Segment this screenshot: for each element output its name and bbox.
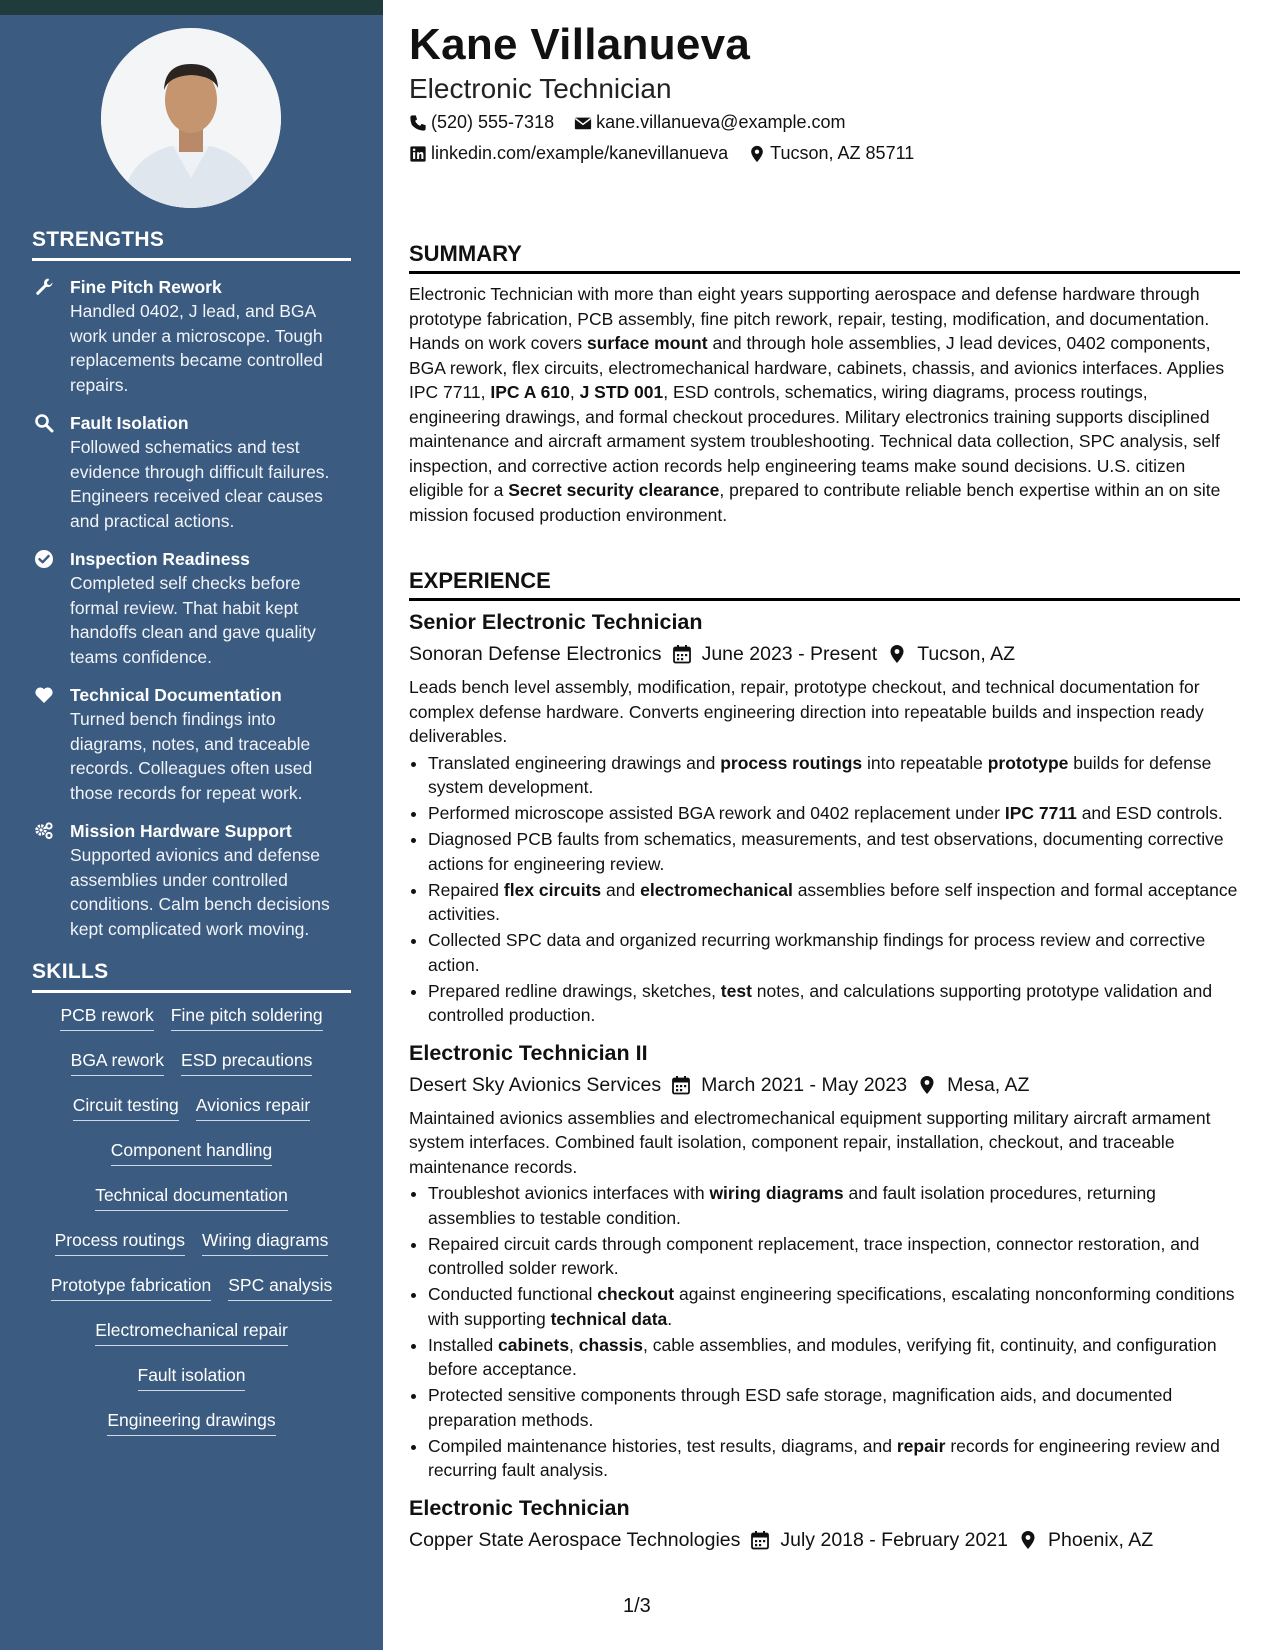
linkedin-icon [409,145,427,163]
summary-section [409,241,1240,527]
wrench-icon [34,277,54,297]
skill-tag: ESD precautions [181,1048,312,1076]
job-company: Sonoran Defense Electronics [409,643,662,665]
check-circle-icon [34,549,54,569]
job-dates: June 2023 - Present [701,643,878,665]
skill-row [32,1093,351,1138]
skill-tag: Avionics repair [196,1093,310,1121]
skill-tag: Circuit testing [73,1093,179,1121]
job-bullet: • Compiled maintenance histories, test results, diagrams, and repair records for engineering review and recurring fault analysis. [428,1434,1240,1483]
job-bullet: • Protected sensitive components through ESD safe storage, magnification aids, and documented preparation methods. [428,1383,1240,1432]
job-bullet: • Repaired circuit cards through component replacement, trace inspection, connector restoration, and controlled solder rework. [428,1232,1240,1281]
skills-section [32,960,351,1453]
portrait-icon [101,28,281,208]
job-bullet: • Conducted functional checkout against engineering specifications, escalating nonconforming conditions with supporting technical data. [428,1282,1240,1331]
job-entry [409,607,1240,1028]
job-location: Mesa, AZ [947,1073,1030,1096]
job-list [409,607,1240,1555]
job-bullet: • Performed microscope assisted BGA rework and 0402 replacement under IPC 7711 and ESD controls. [428,801,1240,826]
contact-row-2 [409,143,914,164]
strengths-heading: STRENGTHS [32,228,351,261]
strength-desc: Completed self checks before formal review. That habit kept handoffs clean and gave quality teams confidence. [70,573,316,667]
job-dates: March 2021 - May 2023 [701,1073,908,1096]
strength-item [32,275,351,397]
phone-icon [409,114,427,132]
skill-tag: Fault isolation [138,1363,246,1391]
job-entry [409,1493,1240,1555]
job-title: Electronic Technician [409,1495,630,1520]
skill-row [32,1228,351,1273]
search-icon [34,413,54,433]
job-company: Desert Sky Avionics Services [409,1073,662,1096]
candidate-name: Kane Villanueva [409,20,751,69]
job-company: Copper State Aerospace Technologies [409,1528,741,1551]
phone-text: (520) 555-7318 [431,112,555,132]
job-title: Electronic Technician II [409,1040,648,1065]
skill-tag: Component handling [111,1138,273,1166]
job-bullet: • Installed cabinets, chassis, cable assemblies, and modules, verifying fit, continuity, and configuration before acceptance. [428,1333,1240,1382]
map-pin-icon [887,644,907,664]
strength-desc: Turned bench findings into diagrams, notes, and traceable records. Colleagues often used those records for repeat work. [70,709,313,803]
job-meta [409,1070,1240,1100]
job-title: Senior Electronic Technician [409,610,703,634]
sidebar-top-bar [0,0,383,15]
job-description: Leads bench level assembly, modification, repair, prototype checkout, and technical documentation for complex defense hardware. Converts engineering direction into repeatable builds and inspection ready deliverables. [409,677,1204,746]
job-meta [409,1525,1240,1555]
strength-item [32,547,351,669]
strength-title: Technical Documentation [70,685,282,705]
job-location: Phoenix, AZ [1048,1528,1154,1551]
sidebar [0,0,383,1650]
job-dates: July 2018 - February 2021 [780,1528,1009,1551]
linkedin-item[interactable] [409,143,728,164]
job-bullet: • Repaired flex circuits and electromechanical assemblies before self inspection and formal acceptance activities. [428,878,1240,927]
map-pin-icon [748,145,766,163]
contact-row-1 [409,112,846,133]
heart-icon [34,685,54,705]
strength-title: Fine Pitch Rework [70,277,222,297]
skill-row [32,1408,351,1453]
summary-text: Electronic Technician with more than eight years supporting aerospace and defense hardware through prototype fabrication, PCB assembly, fine pitch rework, repair, testing, modification, and documentation. Hands on work covers surface mount and through hole assemblies, J lead devices, 0402 components, BGA rework, flex circuits, electromechanical hardware, cabinets, chassis, and avionics interfaces. Applies IPC 7711, IPC A 610, J STD 001, ESD controls, schematics, wiring diagrams, process routings, engineering drawings, and formal checkout procedures. Military electronics training supports disciplined maintenance and aircraft armament system troubleshooting. Technical data collection, SPC analysis, self inspection, and corrective action records help engineering teams make sound decisions. U.S. citizen eligible for a Secret security clearance, prepared to contribute reliable bench expertise within an on site mission focused production environment. [409,284,1225,525]
strength-title: Inspection Readiness [70,549,250,569]
skill-row [32,1138,351,1183]
linkedin-text[interactable]: linkedin.com/example/kanevillanueva [431,143,729,163]
skill-tag: Technical documentation [95,1183,288,1211]
strength-item [32,819,351,941]
job-bullets [409,751,1240,1028]
skill-tag: Process routings [55,1228,185,1256]
skill-row [32,1048,351,1093]
experience-section [409,568,1240,1555]
job-description: Maintained avionics assemblies and electromechanical equipment supporting military aircraft armament system interfaces. Combined fault isolation, component repair, installation, checkout, and traceable maintenance records. [409,1107,1211,1177]
candidate-title: Electronic Technician [409,73,672,104]
job-bullets [409,1181,1240,1483]
skills-list [32,1003,351,1453]
strength-title: Fault Isolation [70,413,189,433]
strength-desc: Followed schematics and test evidence through difficult failures. Engineers received clear causes and practical actions. [70,437,330,531]
skills-heading: SKILLS [32,960,351,993]
job-bullet: • Prepared redline drawings, sketches, test notes, and calculations supporting prototype validation and controlled production. [428,979,1240,1028]
skill-tag: BGA rework [71,1048,164,1076]
gears-icon [34,821,54,841]
skill-tag: Electromechanical repair [95,1318,288,1346]
experience-heading: EXPERIENCE [409,568,1240,601]
envelope-icon [574,114,592,132]
job-bullet: • Collected SPC data and organized recurring workmanship findings for process review and corrective action. [428,928,1240,977]
strength-item [32,683,351,805]
skill-row [32,1183,351,1228]
job-entry [409,1038,1240,1483]
calendar-icon [671,1075,691,1095]
map-pin-icon [917,1075,937,1095]
job-bullet: • Diagnosed PCB faults from schematics, measurements, and test observations, documenting corrective actions for engineering review. [428,827,1240,876]
job-location: Tucson, AZ [917,643,1016,665]
calendar-icon [750,1530,770,1550]
skill-tag: Engineering drawings [107,1408,275,1436]
email-item[interactable] [574,112,845,133]
skill-row [32,1318,351,1363]
skill-row [32,1003,351,1048]
skill-tag: Prototype fabrication [51,1273,212,1301]
summary-heading: SUMMARY [409,241,1240,274]
strength-title: Mission Hardware Support [70,821,292,841]
skill-row [32,1363,351,1408]
phone-item [409,112,554,133]
map-pin-icon [1018,1530,1038,1550]
strength-item [32,411,351,533]
skill-tag: Fine pitch soldering [171,1003,323,1031]
email-text[interactable]: kane.villanueva@example.com [596,112,846,132]
job-bullet: • Troubleshot avionics interfaces with wiring diagrams and fault isolation procedures, returning assemblies to testable condition. [428,1181,1240,1230]
page-number: 1/3 [623,1595,651,1617]
skill-tag: Wiring diagrams [202,1228,328,1256]
strengths-section [32,228,351,941]
skill-tag: PCB rework [60,1003,153,1031]
profile-photo [101,28,281,208]
job-bullet: • Translated engineering drawings and process routings into repeatable prototype builds for defense system development. [428,751,1240,800]
skill-row [32,1273,351,1318]
strength-desc: Handled 0402, J lead, and BGA work under a microscope. Tough replacements became controlled repairs. [70,301,323,395]
location-text: Tucson, AZ 85711 [770,143,915,163]
calendar-icon [672,644,692,664]
strength-desc: Supported avionics and defense assemblies under controlled conditions. Calm bench decisions kept complicated work moving. [70,845,330,939]
skill-tag: SPC analysis [228,1273,332,1301]
location-item [748,143,914,164]
job-meta [409,639,1240,669]
